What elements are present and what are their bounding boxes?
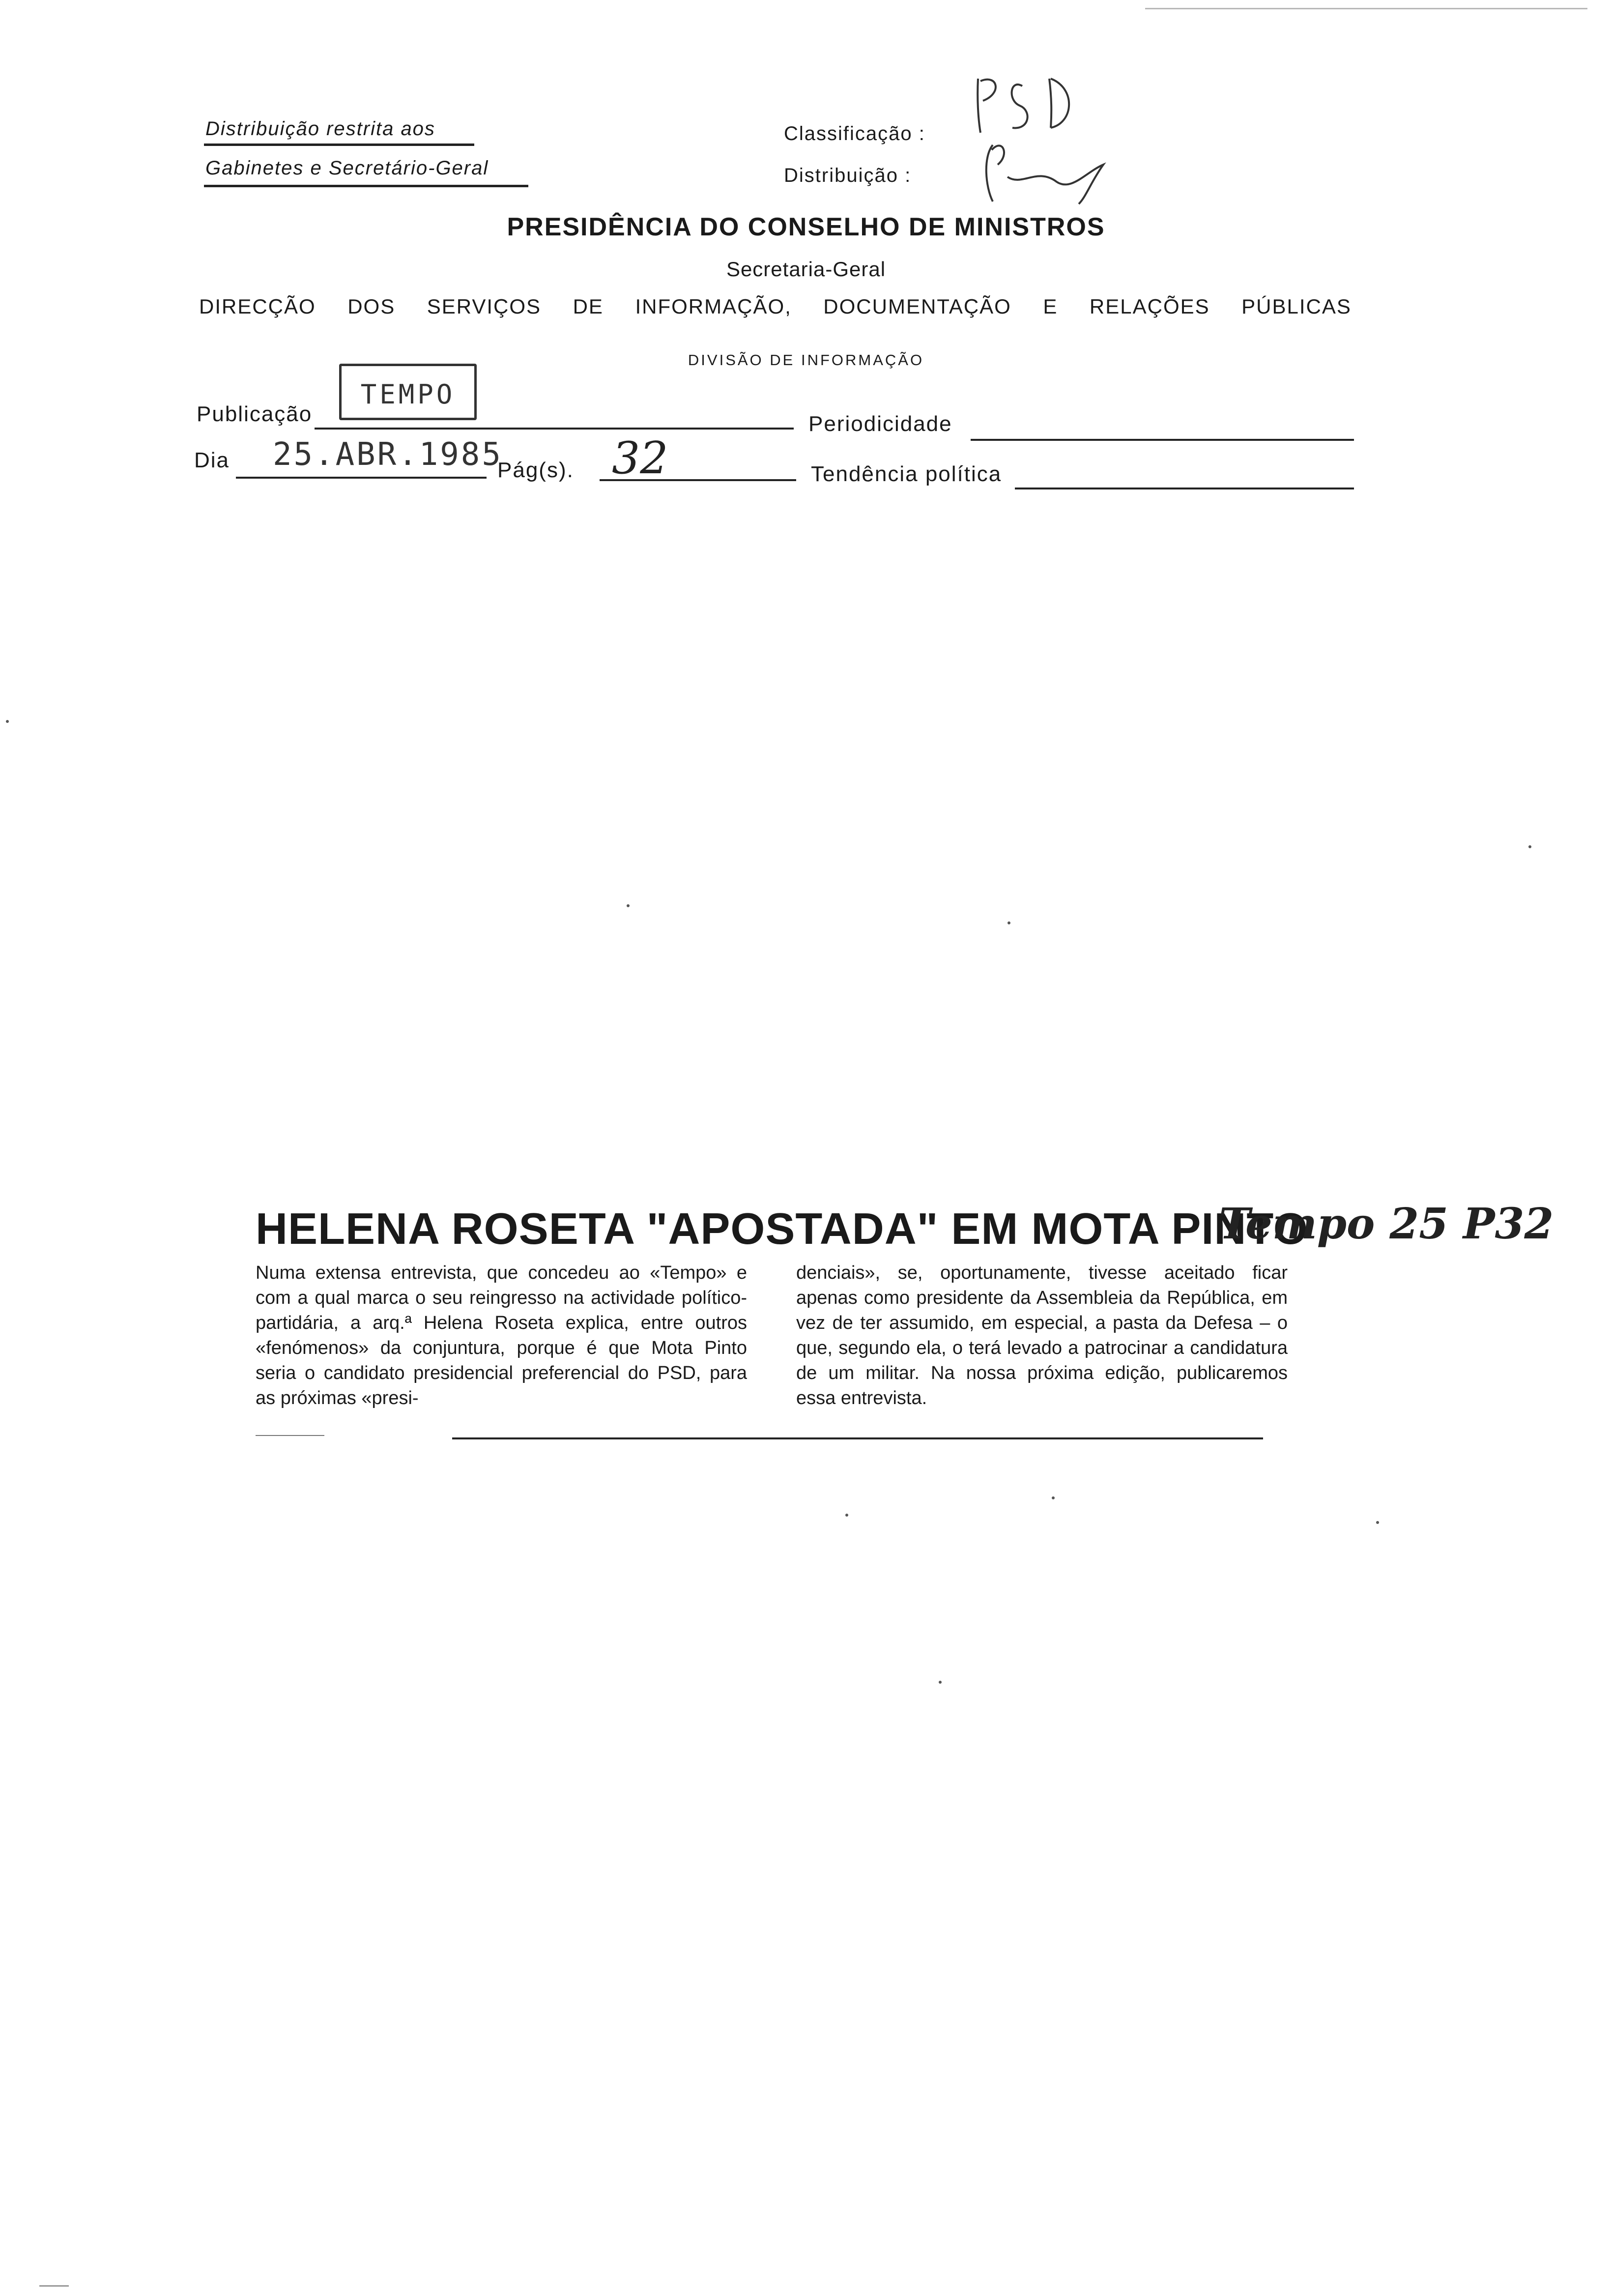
- office-subtitle: Secretaria-Geral: [726, 258, 886, 281]
- handwritten-classification-mark: [963, 59, 1130, 206]
- article-headline: HELENA ROSETA "APOSTADA" EM MOTA PINTO: [256, 1205, 1308, 1254]
- publication-label: Publicação: [197, 402, 313, 426]
- political-tendency-label: Tendência política: [811, 462, 1002, 486]
- periodicity-label: Periodicidade: [808, 412, 952, 436]
- scan-speck: [939, 1681, 942, 1684]
- distribution-underline-2: [204, 185, 528, 187]
- scan-speck: [627, 904, 630, 907]
- distribution-underline-1: [204, 144, 474, 146]
- directorate-word: PÚBLICAS: [1241, 295, 1352, 318]
- office-title: PRESIDÊNCIA DO CONSELHO DE MINISTROS: [507, 213, 1105, 241]
- pages-handwritten-value: 32: [612, 432, 668, 484]
- pages-rule: [600, 479, 796, 481]
- distribution-restricted-line1: Distribuição restrita aos: [205, 118, 435, 140]
- scan-speck: [1528, 845, 1531, 848]
- article-handwritten-note: Tempo 25 P32: [1219, 1199, 1554, 1249]
- day-stamp: 25.ABR.1985: [273, 436, 503, 473]
- directorate-word: DOS: [347, 295, 396, 318]
- directorate-word: DOCUMENTAÇÃO: [823, 295, 1011, 318]
- scan-speck: [6, 720, 9, 723]
- directorate-line: [199, 295, 1352, 318]
- distribution-restricted-line2: Gabinetes e Secretário-Geral: [205, 157, 489, 179]
- directorate-word: RELAÇÕES: [1089, 295, 1210, 318]
- periodicity-rule: [971, 439, 1354, 441]
- pages-label: Pág(s).: [497, 458, 574, 482]
- article-short-rule: [256, 1435, 324, 1436]
- political-tendency-rule: [1015, 488, 1354, 489]
- publication-rule: [315, 428, 794, 430]
- article-bottom-rule: [452, 1437, 1263, 1439]
- day-rule: [236, 477, 487, 479]
- directorate-word: DIRECÇÃO: [199, 295, 316, 318]
- division-label: DIVISÃO DE INFORMAÇÃO: [688, 351, 924, 369]
- scan-bottom-mark: [39, 2285, 69, 2287]
- directorate-word: SERVIÇOS: [427, 295, 542, 318]
- classification-label: Classificação :: [784, 123, 925, 144]
- scan-speck: [1008, 921, 1010, 924]
- scan-speck: [845, 1514, 848, 1517]
- scan-speck: [1052, 1496, 1055, 1499]
- directorate-word: E: [1043, 295, 1058, 318]
- publication-stamp: TEMPO: [339, 364, 477, 420]
- day-label: Dia: [194, 448, 230, 472]
- distribution-label: Distribuição :: [784, 165, 912, 186]
- directorate-word: INFORMAÇÃO,: [635, 295, 792, 318]
- scan-speck: [1376, 1521, 1379, 1524]
- article-right-column: denciais», se, oportunamente, tivesse aceitado ficar apenas como presidente da Assembleia da República, em vez de ter assumido, em especial, a pasta da Defesa – o que, segundo ela, o terá levado a patrocinar a candidatura de um militar. Na nossa próxima edição, publicaremos essa entrevista.: [796, 1263, 1288, 1408]
- article-left-column: Numa extensa entrevista, que concedeu ao «Tempo» e com a qual marca o seu reingresso na actividade político-partidária, a arq.ª Helena Roseta explica, entre outros «fenómenos» da conjuntura, porque é que Mota Pinto seria o candidato presidencial preferencial do PSD, para as próximas «presi-: [256, 1263, 747, 1408]
- directorate-word: DE: [573, 295, 604, 318]
- scan-top-edge-line: [1145, 8, 1587, 9]
